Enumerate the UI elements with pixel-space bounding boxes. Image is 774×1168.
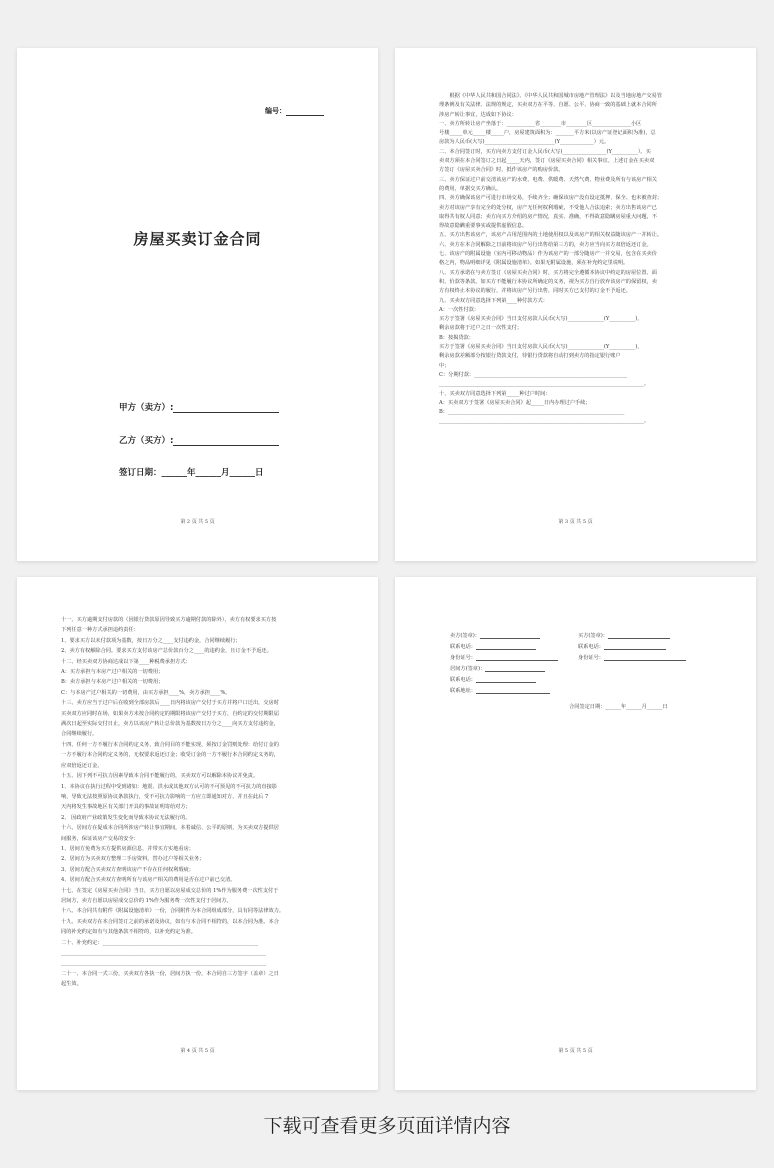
text-line: 八、买方承诺在与卖方签订《房屋买卖合同》时，买方将完全遵循本协议中约定的房屋位置、面 <box>439 269 657 276</box>
contract-sign-date: 合同签定日期：______年______月______日 <box>569 704 668 710</box>
field-label: 联系地址： <box>450 688 476 694</box>
document-title: 房屋买卖订金合同 <box>133 230 262 248</box>
page-cover <box>17 48 378 561</box>
text-line: 十、买卖双方同意选择下列第_____种过户时间： <box>439 390 551 397</box>
text-line: 积、价款等条款。如买方不能履行本协议所确定的义务，视为买方自行放弃该房产的保留权，卖 <box>439 278 657 285</box>
text-line: 间服务，保证该房产交易的安全： <box>61 835 139 842</box>
text-line: B：按揭贷款： <box>439 334 474 341</box>
text-line: 取得共有权人同意；卖方向买方介绍的房产情况，真实、准确，不得故意隐瞒房屋重大问题，不 <box>439 213 657 220</box>
text-line: 2、居间方为买卖双方整理二手房资料，替办过户等相关业务； <box>61 856 205 863</box>
party-b-blank <box>173 436 279 446</box>
field-label: 联系电话： <box>578 644 604 650</box>
page-footer: 第 3 页 共 5 页 <box>558 519 593 525</box>
text-line: 十五、因下列不可抗力因素导致本合同不能履行的，买卖双方可以解除本协议并免责。 <box>61 773 259 780</box>
contract-number-blank <box>286 115 324 116</box>
signature-row <box>450 632 716 643</box>
download-more-banner[interactable]: 下载可查看更多页面详情内容 <box>263 1115 511 1137</box>
text-line: 二十一、本合同一式三份，买卖双方各执一份，居间方执一份，本合同自三方签字（盖章）之日 <box>61 970 279 977</box>
field-blank <box>485 665 545 672</box>
text-line: _______________________________________________________________________________。 <box>439 418 650 425</box>
signature-field-left <box>450 643 536 650</box>
signature-field-right <box>578 654 686 661</box>
field-label: 联系电话： <box>450 677 476 683</box>
field-blank <box>476 643 536 650</box>
text-line: 十六、居间方在促成本合同所涉房产转让事宜期间，本着诚信、公平的原则，为买卖双方提供居 <box>61 825 279 832</box>
text-line: 九、买卖双方同意选择下列第____种付款方式： <box>439 297 548 304</box>
text-line: 买卖双方应同时在场，如果卖方未按合同约定的期限将该房产交付于买方，自约定的交付期限届 <box>61 710 279 717</box>
text-line: 合同继续履行。 <box>61 731 98 738</box>
page-footer: 第 5 页 共 5 页 <box>558 1048 593 1054</box>
text-line: B：____________________________________________________________________ <box>439 409 625 416</box>
field-blank <box>476 654 558 661</box>
party-a-label: 甲方（卖方）: <box>119 401 279 413</box>
terms-text-2 <box>61 615 334 990</box>
text-line: C：分期付款：___________________________________________________________ <box>439 371 628 378</box>
signature-field-left <box>450 687 550 694</box>
field-blank <box>604 643 666 650</box>
text-line: 满次日起至实际交付日止，卖方以该房产转让总价款为基数按日万分之____向买方支付违约金， <box>61 721 279 728</box>
text-line: 下列任意一种方式承担违约责任： <box>61 627 139 634</box>
party-a-blank <box>173 403 279 413</box>
signature-row <box>450 687 716 698</box>
text-line: 起生效。 <box>61 981 82 988</box>
text-line: 房款为人民币(大写)___________________________(Y_____________）元。 <box>439 139 610 146</box>
text-line: 十三、卖方应当于过户后在收到全部房款后____日内将该房产交付于买方并将户口迁出，交房时 <box>61 700 279 707</box>
text-line: 中； <box>439 362 450 369</box>
text-line: 方有权终止本协议的履行，并将该房产另行出售，同时买方已支付的订金不予返还。 <box>439 288 631 295</box>
text-line: 号楼_____单元_____楼_____户，房屋建筑面积为：_______平方米(以房产证登记面积为准)，总 <box>439 130 656 137</box>
text-line: 买方于签署《房屋买卖合同》当日支付房款人民币(大写)______________(Y__________)， <box>439 344 643 351</box>
text-line: 四、卖方确保该房产可进行市场交易，手续齐全；确保该房产没有设定抵押、保全、也未被查封； <box>439 195 663 202</box>
text-line: 十二、经买卖双方协商达成以下第____种税费承担方式： <box>61 658 191 665</box>
text-line: 2、 因政府产业政策发生变化而导致本协议无法履行的。 <box>61 814 191 821</box>
sign-date: 签订日期：______年______月______日 <box>119 468 264 478</box>
text-line: 同的补充约定如有与其他条款不相符的，以补充约定为准。 <box>61 929 196 936</box>
text-line: C：与本房产过户相关的一切费用，由买方承担____%，卖方承担____%。 <box>61 689 231 696</box>
page-terms-2 <box>17 577 378 1090</box>
text-line: 五、买方出售该房产，该房产占用范围内的土地使用权以及该房产的相关权益随该房产一并转让。 <box>439 232 663 239</box>
field-blank <box>476 687 550 694</box>
text-line: 十四、任何一方不履行本合同约定义务，致合同目的不能实现，须按订金罚则处理：给付订金的 <box>61 741 279 748</box>
page-footer: 第 2 页 共 5 页 <box>180 519 215 525</box>
field-blank <box>476 676 536 683</box>
text-line: 一、卖方所转让房产坐落于：___________省________市________区_______________小区 <box>439 120 642 127</box>
text-line: 卖方对该房产享有完全的处分权，房产无任何权利瑕疵，不受他人合法追索；卖方出售该房产已 <box>439 204 657 211</box>
text-line: 居间方，卖方自愿以房屋成交总价的 1%作为服务费一次性支付于居间方。 <box>61 897 232 904</box>
text-line: 的费用，单据交买方确认。 <box>439 185 502 192</box>
text-line: 1、居间方免费为买方提供房源信息，并带买方实地看房； <box>61 845 194 852</box>
text-line: 3、居间方配合买卖双方查明该房产不存在任何权利瑕疵； <box>61 866 194 873</box>
signature-row <box>450 676 716 687</box>
text-line: 1、本协议在执行过程中受到诸如：地震、洪水或其他双方认可的不可预见的不可抗力的直接影 <box>61 783 277 790</box>
field-label: 联系电话： <box>450 644 476 650</box>
text-line: 十一、买方逾期支付房款的（因银行贷款原因导致买方逾期付款的除外），卖方有权要求买方按 <box>61 617 277 623</box>
text-line: 1、要求买方以未付款项为基数，按日万分之____支付违约金，合同继续履行； <box>61 637 241 644</box>
text-line: 六、卖方在本合同解除之日前将该房产另行出售给第三方的，卖方应当向买方双倍返还订金。 <box>439 241 652 248</box>
field-label: 身份证号： <box>450 655 476 661</box>
text-line: 十九、买卖双方在本合同签订之前的承诺及协议，如有与本合同不相符的，以本合同为准。本合 <box>61 918 279 925</box>
field-label: 身份证号： <box>578 655 604 661</box>
text-line: 格之内，物品明细详见《附属设施清单》。如果无附属设施，须在补充约定里说明。 <box>439 260 629 267</box>
text-line: 七、该房产的附属设施（室内可移动物品）作为该房产的一部分随房产一并交易，包含在买卖价 <box>439 251 657 258</box>
signature-field-left <box>450 654 558 661</box>
field-label: 买方(签章)： <box>578 633 608 639</box>
field-blank <box>608 632 670 639</box>
text-line: 三、卖方保证过户前交清该房产的水费、电费、供暖费、天然气费、物业费及所有与该房产相关 <box>439 176 657 183</box>
text-line: 十七、在签定《房屋买卖合同》当日，买方自愿以房屋成交总价的 1%作为服务费一次性支付于 <box>61 887 279 894</box>
text-line: _______________________________________________________________________________。 <box>439 381 650 388</box>
field-label: 居间方(签章)： <box>450 666 486 672</box>
text-line: 方签订《房屋买卖合同》时，抵作该房产的购房价款。 <box>439 167 564 174</box>
contract-number-label: 编号： <box>265 106 324 116</box>
text-line: 涉房产转让事宜，达成如下协议： <box>439 111 517 118</box>
signature-field-right <box>578 632 670 639</box>
text-line: 得故意隐瞒重要事实或提供虚假信息。 <box>439 223 528 230</box>
signature-block <box>450 632 716 698</box>
signature-field-left <box>450 676 536 683</box>
page-terms-1 <box>395 48 756 561</box>
signature-field-left <box>450 632 540 639</box>
party-b-label: 乙方（买方）: <box>119 434 279 446</box>
text-line: 剩余房款将于过户之日一次性支付； <box>439 325 523 332</box>
text-line: A：买方承担与本房产过户相关的一切费用； <box>61 669 164 676</box>
text-line: 根据《中华人民共和国合同法》、《中华人民共和国城市房地产管理法》以及当地房地产交易管 <box>439 93 663 99</box>
text-line: 剩余房款差额部分按银行贷款支付，待银行贷款将自动打到卖方的指定银行账户 <box>439 353 621 360</box>
text-line: 二十、补充约定：____________________________________________________________ <box>61 939 259 946</box>
text-line: 买方于签署《房屋买卖合同》当日支付房款人民币(大写)______________(Y__________)， <box>439 316 643 323</box>
field-blank <box>480 632 540 639</box>
terms-text-1 <box>439 92 712 427</box>
signature-field-right <box>578 643 666 650</box>
signature-row <box>450 665 716 676</box>
text-line: 2、卖方有权解除合同。要求买方支付该房产总价款百分之____的违约金，且订金不予返还。 <box>61 648 272 655</box>
text-line: A：买卖双方于签署《房屋买卖合同》起_____日内办理过户手续； <box>439 399 591 406</box>
text-line: _______________________________________________________________________________ <box>61 960 266 967</box>
text-line: 二、本合同签订时，买方向卖方支付订金人民币(大写)_________________(Y__________）。买 <box>439 148 651 155</box>
text-line: 应双倍返还订金。 <box>61 762 103 769</box>
text-line: 响，导致无法按照原协议条款执行，受不可抗力影响的一方应立即通知对方，并且在此后 7 <box>61 793 269 800</box>
text-line: B：卖方承担与本房产过户相关的一切费用； <box>61 679 164 686</box>
signature-field-left <box>450 665 545 672</box>
signature-row <box>450 654 716 665</box>
text-line: 4、居间方配合买卖双方查明所有与该房产相关的费用是否在过户前已交清。 <box>61 877 236 884</box>
field-label: 卖方(签章)： <box>450 633 480 639</box>
text-line: 十八、本合同共有附件《附属设施清单》一份，合同附件为本合同组成部分，具有同等法律效力。 <box>61 908 285 915</box>
text-line: _______________________________________________________________________________ <box>61 950 266 956</box>
text-line: 卖双方须在本合同签订之日起_____天内，签订《房屋买卖合同》相关事宜。上述订金在买卖双 <box>439 158 655 165</box>
field-blank <box>604 654 686 661</box>
text-line: 天内将发生事故地区有关部门开具的事故证明寄给对方； <box>61 804 191 811</box>
text-line: A：一次性付款： <box>439 306 480 313</box>
page-signatures <box>395 577 756 1090</box>
text-line: 一方不履行本合同约定义务的，无权要求返还订金；收受订金的一方不履行本合同约定义务的， <box>61 752 279 759</box>
text-line: 理条例及有关法律、法规的规定，买卖双方在平等、自愿、公平、协商一致的基础上就本合同所 <box>439 102 657 109</box>
page-footer: 第 4 页 共 5 页 <box>180 1048 215 1054</box>
signature-row <box>450 643 716 654</box>
